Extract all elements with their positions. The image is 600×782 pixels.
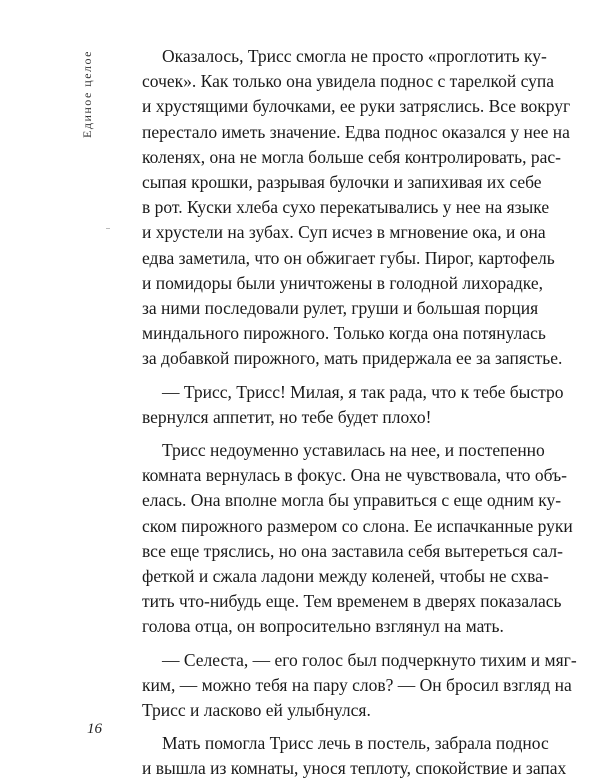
text-line: и хрустели на зубах. Суп исчез в мгновение ока, и она xyxy=(142,222,546,243)
text-line: — Трисс, Трисс! Милая, я так рада, что к тебе быстро xyxy=(162,381,564,402)
paragraph xyxy=(142,438,573,640)
paragraph xyxy=(142,380,564,430)
text-line: миндального пирожного. Только когда она потянулась xyxy=(142,323,546,344)
text-line: голова отца, он вопросительно взглянул на мать. xyxy=(142,616,504,637)
text-line: елась. Она вполне могла бы управиться с еще одним ку- xyxy=(142,490,562,511)
text-line: и вышла из комнаты, унося теплоту, спокойствие и запах xyxy=(142,758,567,779)
paragraph xyxy=(142,648,577,724)
text-line: едва заметила, что он обжигает губы. Пирог, картофель xyxy=(142,247,555,268)
body-text xyxy=(142,44,577,782)
text-line: в рот. Куски хлеба сухо перекатывались у нее на языке xyxy=(142,197,550,218)
text-line: сочек». Как только она увидела поднос с тарелкой супа xyxy=(142,71,555,92)
text-line: за ними последовали рулет, груши и большая порция xyxy=(142,298,539,319)
text-line: сыпая крошки, разрывая булочки и запихивая их себе xyxy=(142,172,542,193)
text-line: Трисс и ласково ей улыбнулся. xyxy=(142,700,371,721)
text-line: ском пирожного размером со слона. Ее испачканные руки xyxy=(142,515,573,536)
text-line: Оказалось, Трисс смогла не просто «проглотить ку- xyxy=(162,46,547,66)
text-line: — Селеста, — его голос был подчеркнуто тихим и мяг- xyxy=(162,649,577,670)
text-line: за добавкой пирожного, мать придержала ее за запястье. xyxy=(142,348,563,369)
text-line: ким, — можно тебя на пару слов? — Он бросил взгляд на xyxy=(142,674,572,695)
text-line: тить что-нибудь еще. Тем временем в дверях показалась xyxy=(142,591,562,612)
text-line: коленях, она не могла больше себя контролировать, рас- xyxy=(142,146,561,167)
page-number: 16 xyxy=(87,721,102,737)
text-line: феткой и сжала ладони между коленей, чтобы не схва- xyxy=(142,566,549,587)
running-head: Единое целое xyxy=(80,50,94,138)
paragraph xyxy=(142,731,567,781)
text-line: перестало иметь значение. Едва поднос оказался у нее на xyxy=(142,121,570,142)
text-line: Мать помогла Трисс лечь в постель, забрала поднос xyxy=(162,733,549,754)
text-line: вернулся аппетит, но тебе будет плохо! xyxy=(142,406,432,427)
text-line: все еще тряслись, но она заставила себя вытереться сал- xyxy=(142,540,563,561)
paragraph xyxy=(142,44,571,372)
text-line: комната вернулась в фокус. Она не чувствовала, что объ- xyxy=(142,465,567,486)
text-line: и помидоры были уничтожены в голодной лихорадке, xyxy=(142,272,543,293)
margin-mark xyxy=(106,228,110,229)
text-line: Трисс недоуменно уставилась на нее, и постепенно xyxy=(162,440,545,461)
text-line: и хрустящими булочками, ее руки затряслись. Все вокруг xyxy=(142,96,571,117)
